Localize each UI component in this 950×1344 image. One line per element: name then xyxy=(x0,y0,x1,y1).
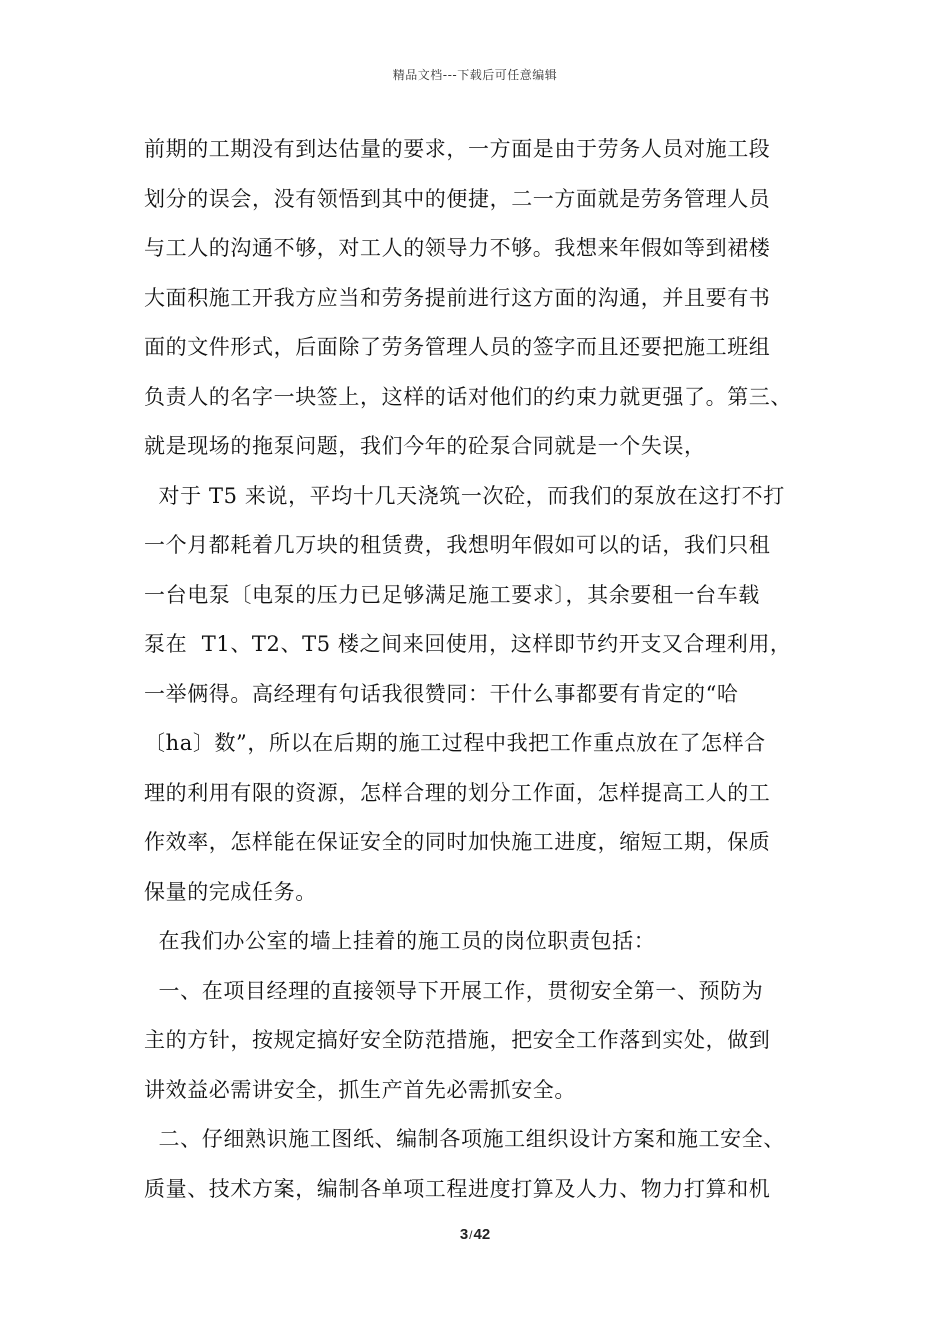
body-line: 主的方针，按规定搞好安全防范措施，把安全工作落到实处，做到 xyxy=(144,1028,771,1052)
body-line: 前期的工期没有到达估量的要求，一方面是由于劳务人员对施工段 xyxy=(144,137,771,161)
page-number xyxy=(0,1226,950,1243)
body-line: 负责人的名字一块签上，这样的话对他们的约束力就更强了。第三、 xyxy=(144,384,792,409)
body-line: 保量的完成任务。 xyxy=(144,879,317,904)
body-line: 一举俩得。高经理有句话我很赞同：干什么事都要有肯定的“哈 xyxy=(144,681,739,706)
body-line: 面的文件形式，后面除了劳务管理人员的签字而且还要把施工班组 xyxy=(144,335,771,359)
body-line: 质量、技术方案，编制各单项工程进度打算及人力、物力打算和机 xyxy=(144,1176,771,1201)
body-line: 一个月都耗着几万块的租赁费，我想明年假如可以的话，我们只租 xyxy=(144,533,771,557)
body-line: 与工人的沟通不够，对工人的领导力不够。我想来年假如等到裙楼 xyxy=(144,236,771,260)
body-line: 泵在 T1、T2、T5 楼之间来回使用，这样即节约开支又合理利用， xyxy=(144,632,792,656)
body-line: 大面积施工开我方应当和劳务提前进行这方面的沟通，并且要有书 xyxy=(144,285,771,310)
body-line: 对于 T5 来说，平均十几天浇筑一次砼，而我们的泵放在这打不打 xyxy=(144,483,785,508)
body-line: 在我们办公室的墙上挂着的施工员的岗位职责包括： xyxy=(144,929,656,953)
current-page-number: 3 xyxy=(459,1226,469,1243)
body-line: 理的利用有限的资源，怎样合理的划分工作面，怎样提高工人的工 xyxy=(144,780,771,805)
body-line: 作效率，怎样能在保证安全的同时加快施工进度，缩短工期，保质 xyxy=(144,830,771,854)
body-line: 讲效益必需讲安全，抓生产首先必需抓安全。 xyxy=(144,1077,576,1102)
body-line: 一、在项目经理的直接领导下开展工作，贯彻安全第一、预防为 xyxy=(144,978,764,1003)
body-line: 一台电泵〔电泵的压力已足够满足施工要求〕，其余要租一台车载 xyxy=(144,582,760,607)
body-line: 二、仔细熟识施工图纸、编制各项施工组织设计方案和施工安全、 xyxy=(144,1127,785,1151)
total-page-count: 42 xyxy=(473,1226,491,1243)
body-line: 就是现场的拖泵问题，我们今年的砼泵合同就是一个失误， xyxy=(144,434,706,458)
page-header: 精品文档---下载后可任意编辑 xyxy=(392,68,558,82)
body-line: 〔ha〕数”，所以在后期的施工过程中我把工作重点放在了怎样合 xyxy=(144,731,766,755)
document-body xyxy=(144,125,814,1205)
page-separator: / xyxy=(469,1228,473,1242)
body-line: 划分的误会，没有领悟到其中的便捷，二一方面就是劳务管理人员 xyxy=(144,186,771,211)
